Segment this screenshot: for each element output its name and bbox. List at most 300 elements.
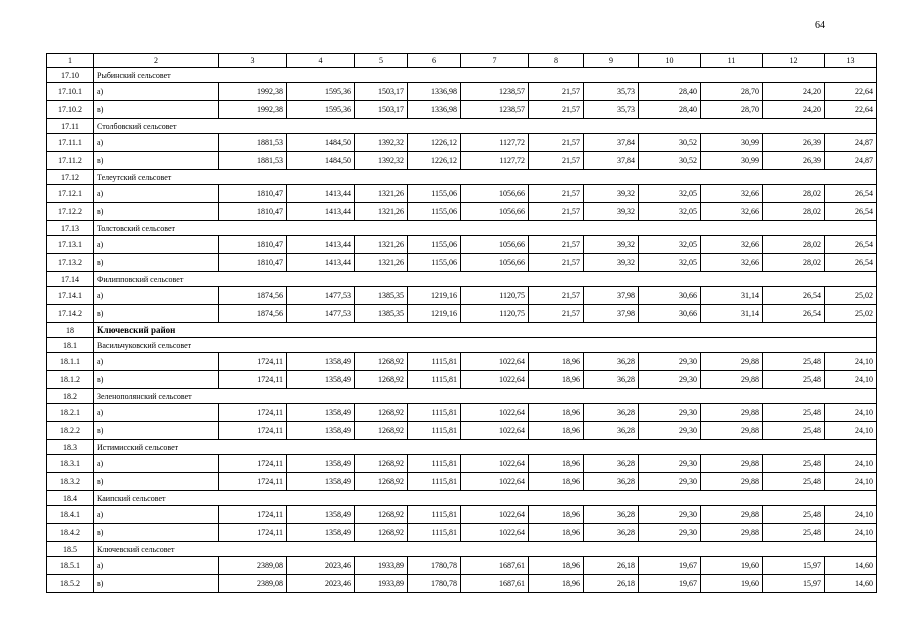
section-name: Зеленополянский сельсовет [94, 389, 877, 404]
value-cell: 1115,81 [408, 371, 461, 389]
section-code: 17.10 [47, 68, 94, 83]
value-cell: 24,87 [825, 134, 877, 152]
value-cell: 2023,46 [287, 557, 355, 575]
value-cell: 1336,98 [408, 101, 461, 119]
value-cell: 30,99 [701, 134, 763, 152]
value-cell: 1392,32 [355, 134, 408, 152]
value-cell: 24,10 [825, 404, 877, 422]
value-cell: 30,52 [639, 152, 701, 170]
value-cell: 32,66 [701, 236, 763, 254]
row-code: 18.5.2 [47, 575, 94, 593]
value-cell: 1503,17 [355, 101, 408, 119]
row-code: 18.4.1 [47, 506, 94, 524]
value-cell: 1724,11 [219, 353, 287, 371]
value-cell: 1022,64 [461, 371, 529, 389]
value-cell: 1268,92 [355, 455, 408, 473]
row-code: 17.14.1 [47, 287, 94, 305]
value-cell: 1724,11 [219, 524, 287, 542]
value-cell: 1127,72 [461, 152, 529, 170]
value-cell: 1358,49 [287, 404, 355, 422]
value-cell: 21,57 [529, 287, 584, 305]
value-cell: 1874,56 [219, 287, 287, 305]
value-cell: 14,60 [825, 557, 877, 575]
value-cell: 36,28 [584, 422, 639, 440]
value-cell: 1115,81 [408, 506, 461, 524]
value-cell: 15,97 [763, 557, 825, 575]
value-cell: 37,98 [584, 305, 639, 323]
value-cell: 1724,11 [219, 404, 287, 422]
value-cell: 21,57 [529, 101, 584, 119]
value-cell: 24,10 [825, 455, 877, 473]
row-code: 17.12.2 [47, 203, 94, 221]
value-cell: 1268,92 [355, 473, 408, 491]
section-code: 17.13 [47, 221, 94, 236]
value-cell: 24,10 [825, 353, 877, 371]
value-cell: 1992,38 [219, 101, 287, 119]
value-cell: 1358,49 [287, 506, 355, 524]
value-cell: 32,66 [701, 254, 763, 272]
value-cell: 39,32 [584, 203, 639, 221]
row-label: в) [94, 524, 219, 542]
row-code: 18.5.1 [47, 557, 94, 575]
value-cell: 1881,53 [219, 152, 287, 170]
value-cell: 22,64 [825, 83, 877, 101]
section-name: Телеутский сельсовет [94, 170, 877, 185]
value-cell: 1687,61 [461, 575, 529, 593]
value-cell: 37,84 [584, 134, 639, 152]
row-label: в) [94, 203, 219, 221]
value-cell: 31,14 [701, 305, 763, 323]
value-cell: 1687,61 [461, 557, 529, 575]
table-row [47, 557, 877, 575]
section-name: Филипповский сельсовет [94, 272, 877, 287]
section-name: Толстовский сельсовет [94, 221, 877, 236]
column-number-header: 2 [94, 54, 219, 68]
section-row [47, 440, 877, 455]
value-cell: 15,97 [763, 575, 825, 593]
value-cell: 1022,64 [461, 422, 529, 440]
table-row [47, 101, 877, 119]
value-cell: 36,28 [584, 506, 639, 524]
value-cell: 29,88 [701, 422, 763, 440]
value-cell: 1155,06 [408, 203, 461, 221]
value-cell: 28,02 [763, 203, 825, 221]
value-cell: 28,02 [763, 254, 825, 272]
value-cell: 35,73 [584, 101, 639, 119]
section-row [47, 338, 877, 353]
value-cell: 28,40 [639, 83, 701, 101]
section-row [47, 491, 877, 506]
section-row [47, 68, 877, 83]
value-cell: 1226,12 [408, 134, 461, 152]
value-cell: 1238,57 [461, 83, 529, 101]
value-cell: 31,14 [701, 287, 763, 305]
value-cell: 1022,64 [461, 473, 529, 491]
value-cell: 1413,44 [287, 254, 355, 272]
value-cell: 1595,36 [287, 101, 355, 119]
value-cell: 29,30 [639, 455, 701, 473]
section-code: 18.2 [47, 389, 94, 404]
section-row [47, 542, 877, 557]
table-row [47, 371, 877, 389]
value-cell: 1115,81 [408, 422, 461, 440]
value-cell: 1413,44 [287, 203, 355, 221]
column-number-header: 13 [825, 54, 877, 68]
value-cell: 1780,78 [408, 557, 461, 575]
value-cell: 1155,06 [408, 254, 461, 272]
row-code: 17.12.1 [47, 185, 94, 203]
column-number-header: 9 [584, 54, 639, 68]
value-cell: 2023,46 [287, 575, 355, 593]
value-cell: 1268,92 [355, 353, 408, 371]
table-row [47, 506, 877, 524]
value-cell: 39,32 [584, 185, 639, 203]
value-cell: 1484,50 [287, 152, 355, 170]
row-label: а) [94, 557, 219, 575]
value-cell: 32,05 [639, 236, 701, 254]
value-cell: 1810,47 [219, 236, 287, 254]
row-code: 17.13.2 [47, 254, 94, 272]
value-cell: 26,18 [584, 557, 639, 575]
column-number-header: 7 [461, 54, 529, 68]
section-code: 18.5 [47, 542, 94, 557]
row-label: в) [94, 575, 219, 593]
value-cell: 1268,92 [355, 404, 408, 422]
value-cell: 1226,12 [408, 152, 461, 170]
value-cell: 1992,38 [219, 83, 287, 101]
row-code: 18.1.2 [47, 371, 94, 389]
section-name: Васильчуковский сельсовет [94, 338, 877, 353]
table-row [47, 422, 877, 440]
table-row [47, 83, 877, 101]
table-header [47, 54, 877, 68]
value-cell: 30,99 [701, 152, 763, 170]
value-cell: 1056,66 [461, 185, 529, 203]
value-cell: 1724,11 [219, 506, 287, 524]
row-code: 18.3.1 [47, 455, 94, 473]
row-label: в) [94, 152, 219, 170]
value-cell: 1724,11 [219, 455, 287, 473]
value-cell: 25,48 [763, 371, 825, 389]
value-cell: 28,40 [639, 101, 701, 119]
value-cell: 29,30 [639, 506, 701, 524]
value-cell: 1022,64 [461, 455, 529, 473]
value-cell: 1484,50 [287, 134, 355, 152]
value-cell: 26,54 [763, 305, 825, 323]
value-cell: 1115,81 [408, 473, 461, 491]
row-label: в) [94, 473, 219, 491]
section-row [47, 272, 877, 287]
section-name: Каипский сельсовет [94, 491, 877, 506]
value-cell: 25,48 [763, 422, 825, 440]
section-code: 17.11 [47, 119, 94, 134]
value-cell: 1056,66 [461, 203, 529, 221]
value-cell: 1115,81 [408, 524, 461, 542]
value-cell: 32,05 [639, 185, 701, 203]
value-cell: 26,54 [825, 203, 877, 221]
row-label: а) [94, 287, 219, 305]
column-number-header: 4 [287, 54, 355, 68]
value-cell: 29,88 [701, 371, 763, 389]
value-cell: 1155,06 [408, 185, 461, 203]
row-code: 18.2.1 [47, 404, 94, 422]
value-cell: 39,32 [584, 236, 639, 254]
row-code: 18.4.2 [47, 524, 94, 542]
value-cell: 28,02 [763, 185, 825, 203]
value-cell: 29,30 [639, 371, 701, 389]
value-cell: 29,88 [701, 455, 763, 473]
value-cell: 1881,53 [219, 134, 287, 152]
value-cell: 26,54 [825, 185, 877, 203]
district-name: Ключевский район [94, 323, 877, 338]
value-cell: 1933,89 [355, 557, 408, 575]
value-cell: 21,57 [529, 152, 584, 170]
value-cell: 24,20 [763, 101, 825, 119]
table-row [47, 575, 877, 593]
section-code: 17.14 [47, 272, 94, 287]
value-cell: 1810,47 [219, 185, 287, 203]
value-cell: 25,48 [763, 524, 825, 542]
value-cell: 1268,92 [355, 371, 408, 389]
value-cell: 2389,08 [219, 557, 287, 575]
value-cell: 1238,57 [461, 101, 529, 119]
value-cell: 28,02 [763, 236, 825, 254]
value-cell: 24,10 [825, 371, 877, 389]
table-row [47, 236, 877, 254]
value-cell: 29,88 [701, 506, 763, 524]
value-cell: 1595,36 [287, 83, 355, 101]
column-number-header: 8 [529, 54, 584, 68]
header-row [47, 54, 877, 68]
row-code: 17.10.2 [47, 101, 94, 119]
row-label: в) [94, 422, 219, 440]
value-cell: 37,98 [584, 287, 639, 305]
table-row [47, 287, 877, 305]
value-cell: 32,05 [639, 254, 701, 272]
value-cell: 26,39 [763, 134, 825, 152]
column-number-header: 1 [47, 54, 94, 68]
value-cell: 37,84 [584, 152, 639, 170]
value-cell: 1810,47 [219, 254, 287, 272]
row-code: 17.13.1 [47, 236, 94, 254]
value-cell: 1321,26 [355, 185, 408, 203]
value-cell: 1056,66 [461, 254, 529, 272]
value-cell: 1392,32 [355, 152, 408, 170]
value-cell: 1268,92 [355, 422, 408, 440]
table-body [47, 68, 877, 593]
row-label: в) [94, 305, 219, 323]
row-label: а) [94, 83, 219, 101]
value-cell: 1358,49 [287, 422, 355, 440]
value-cell: 1268,92 [355, 524, 408, 542]
value-cell: 1385,35 [355, 287, 408, 305]
value-cell: 14,60 [825, 575, 877, 593]
value-cell: 29,88 [701, 524, 763, 542]
value-cell: 2389,08 [219, 575, 287, 593]
value-cell: 1413,44 [287, 236, 355, 254]
table-row [47, 152, 877, 170]
value-cell: 1724,11 [219, 473, 287, 491]
value-cell: 1810,47 [219, 203, 287, 221]
table-row [47, 353, 877, 371]
value-cell: 26,18 [584, 575, 639, 593]
value-cell: 1155,06 [408, 236, 461, 254]
page-number: 64 [815, 20, 825, 31]
column-number-header: 11 [701, 54, 763, 68]
value-cell: 21,57 [529, 203, 584, 221]
value-cell: 18,96 [529, 404, 584, 422]
value-cell: 18,96 [529, 473, 584, 491]
value-cell: 18,96 [529, 575, 584, 593]
value-cell: 1022,64 [461, 404, 529, 422]
section-name: Рыбинский сельсовет [94, 68, 877, 83]
value-cell: 30,66 [639, 305, 701, 323]
value-cell: 25,48 [763, 473, 825, 491]
table-row [47, 185, 877, 203]
table-row [47, 455, 877, 473]
row-label: а) [94, 506, 219, 524]
value-cell: 18,96 [529, 506, 584, 524]
column-number-header: 10 [639, 54, 701, 68]
table-row [47, 254, 877, 272]
value-cell: 1724,11 [219, 371, 287, 389]
value-cell: 1477,53 [287, 305, 355, 323]
row-label: в) [94, 254, 219, 272]
value-cell: 21,57 [529, 83, 584, 101]
value-cell: 29,88 [701, 473, 763, 491]
value-cell: 19,60 [701, 557, 763, 575]
value-cell: 30,52 [639, 134, 701, 152]
value-cell: 1874,56 [219, 305, 287, 323]
value-cell: 1022,64 [461, 524, 529, 542]
value-cell: 36,28 [584, 353, 639, 371]
value-cell: 25,48 [763, 506, 825, 524]
value-cell: 1503,17 [355, 83, 408, 101]
value-cell: 24,10 [825, 473, 877, 491]
column-number-header: 5 [355, 54, 408, 68]
value-cell: 18,96 [529, 371, 584, 389]
table-row [47, 473, 877, 491]
row-code: 18.1.1 [47, 353, 94, 371]
value-cell: 36,28 [584, 404, 639, 422]
value-cell: 21,57 [529, 305, 584, 323]
tariff-table [46, 53, 877, 593]
value-cell: 1115,81 [408, 353, 461, 371]
section-name: Столбовский сельсовет [94, 119, 877, 134]
value-cell: 1477,53 [287, 287, 355, 305]
row-label: в) [94, 101, 219, 119]
value-cell: 19,60 [701, 575, 763, 593]
row-label: в) [94, 371, 219, 389]
value-cell: 26,54 [825, 236, 877, 254]
value-cell: 1115,81 [408, 455, 461, 473]
value-cell: 21,57 [529, 254, 584, 272]
value-cell: 19,67 [639, 557, 701, 575]
value-cell: 36,28 [584, 371, 639, 389]
value-cell: 29,30 [639, 524, 701, 542]
row-code: 17.11.2 [47, 152, 94, 170]
value-cell: 1321,26 [355, 203, 408, 221]
value-cell: 1321,26 [355, 254, 408, 272]
value-cell: 39,32 [584, 254, 639, 272]
column-number-header: 6 [408, 54, 461, 68]
value-cell: 29,88 [701, 404, 763, 422]
value-cell: 1115,81 [408, 404, 461, 422]
value-cell: 21,57 [529, 236, 584, 254]
value-cell: 22,64 [825, 101, 877, 119]
value-cell: 1056,66 [461, 236, 529, 254]
section-code: 18.4 [47, 491, 94, 506]
section-name: Ключевский сельсовет [94, 542, 877, 557]
section-name: Истимисский сельсовет [94, 440, 877, 455]
value-cell: 18,96 [529, 422, 584, 440]
value-cell: 36,28 [584, 524, 639, 542]
value-cell: 28,70 [701, 101, 763, 119]
table-row [47, 203, 877, 221]
table-row [47, 305, 877, 323]
value-cell: 1933,89 [355, 575, 408, 593]
value-cell: 24,20 [763, 83, 825, 101]
value-cell: 29,30 [639, 422, 701, 440]
value-cell: 25,48 [763, 455, 825, 473]
row-label: а) [94, 404, 219, 422]
value-cell: 32,66 [701, 185, 763, 203]
value-cell: 29,30 [639, 473, 701, 491]
value-cell: 1724,11 [219, 422, 287, 440]
value-cell: 21,57 [529, 185, 584, 203]
value-cell: 26,39 [763, 152, 825, 170]
table-row [47, 524, 877, 542]
row-code: 17.11.1 [47, 134, 94, 152]
value-cell: 36,28 [584, 473, 639, 491]
value-cell: 25,02 [825, 287, 877, 305]
value-cell: 29,30 [639, 404, 701, 422]
row-code: 18.3.2 [47, 473, 94, 491]
section-code: 17.12 [47, 170, 94, 185]
value-cell: 18,96 [529, 353, 584, 371]
row-label: а) [94, 353, 219, 371]
section-code: 18.3 [47, 440, 94, 455]
value-cell: 1219,16 [408, 305, 461, 323]
value-cell: 1022,64 [461, 506, 529, 524]
row-label: а) [94, 185, 219, 203]
value-cell: 1268,92 [355, 506, 408, 524]
value-cell: 24,10 [825, 422, 877, 440]
value-cell: 25,02 [825, 305, 877, 323]
value-cell: 1336,98 [408, 83, 461, 101]
section-row [47, 221, 877, 236]
value-cell: 1127,72 [461, 134, 529, 152]
column-number-header: 3 [219, 54, 287, 68]
value-cell: 28,70 [701, 83, 763, 101]
value-cell: 30,66 [639, 287, 701, 305]
value-cell: 1358,49 [287, 524, 355, 542]
column-number-header: 12 [763, 54, 825, 68]
value-cell: 1358,49 [287, 371, 355, 389]
row-label: а) [94, 134, 219, 152]
value-cell: 18,96 [529, 455, 584, 473]
section-row [47, 170, 877, 185]
section-code: 18.1 [47, 338, 94, 353]
value-cell: 36,28 [584, 455, 639, 473]
value-cell: 1022,64 [461, 353, 529, 371]
section-row [47, 389, 877, 404]
value-cell: 1219,16 [408, 287, 461, 305]
value-cell: 35,73 [584, 83, 639, 101]
value-cell: 25,48 [763, 353, 825, 371]
table-row [47, 134, 877, 152]
value-cell: 1120,75 [461, 287, 529, 305]
